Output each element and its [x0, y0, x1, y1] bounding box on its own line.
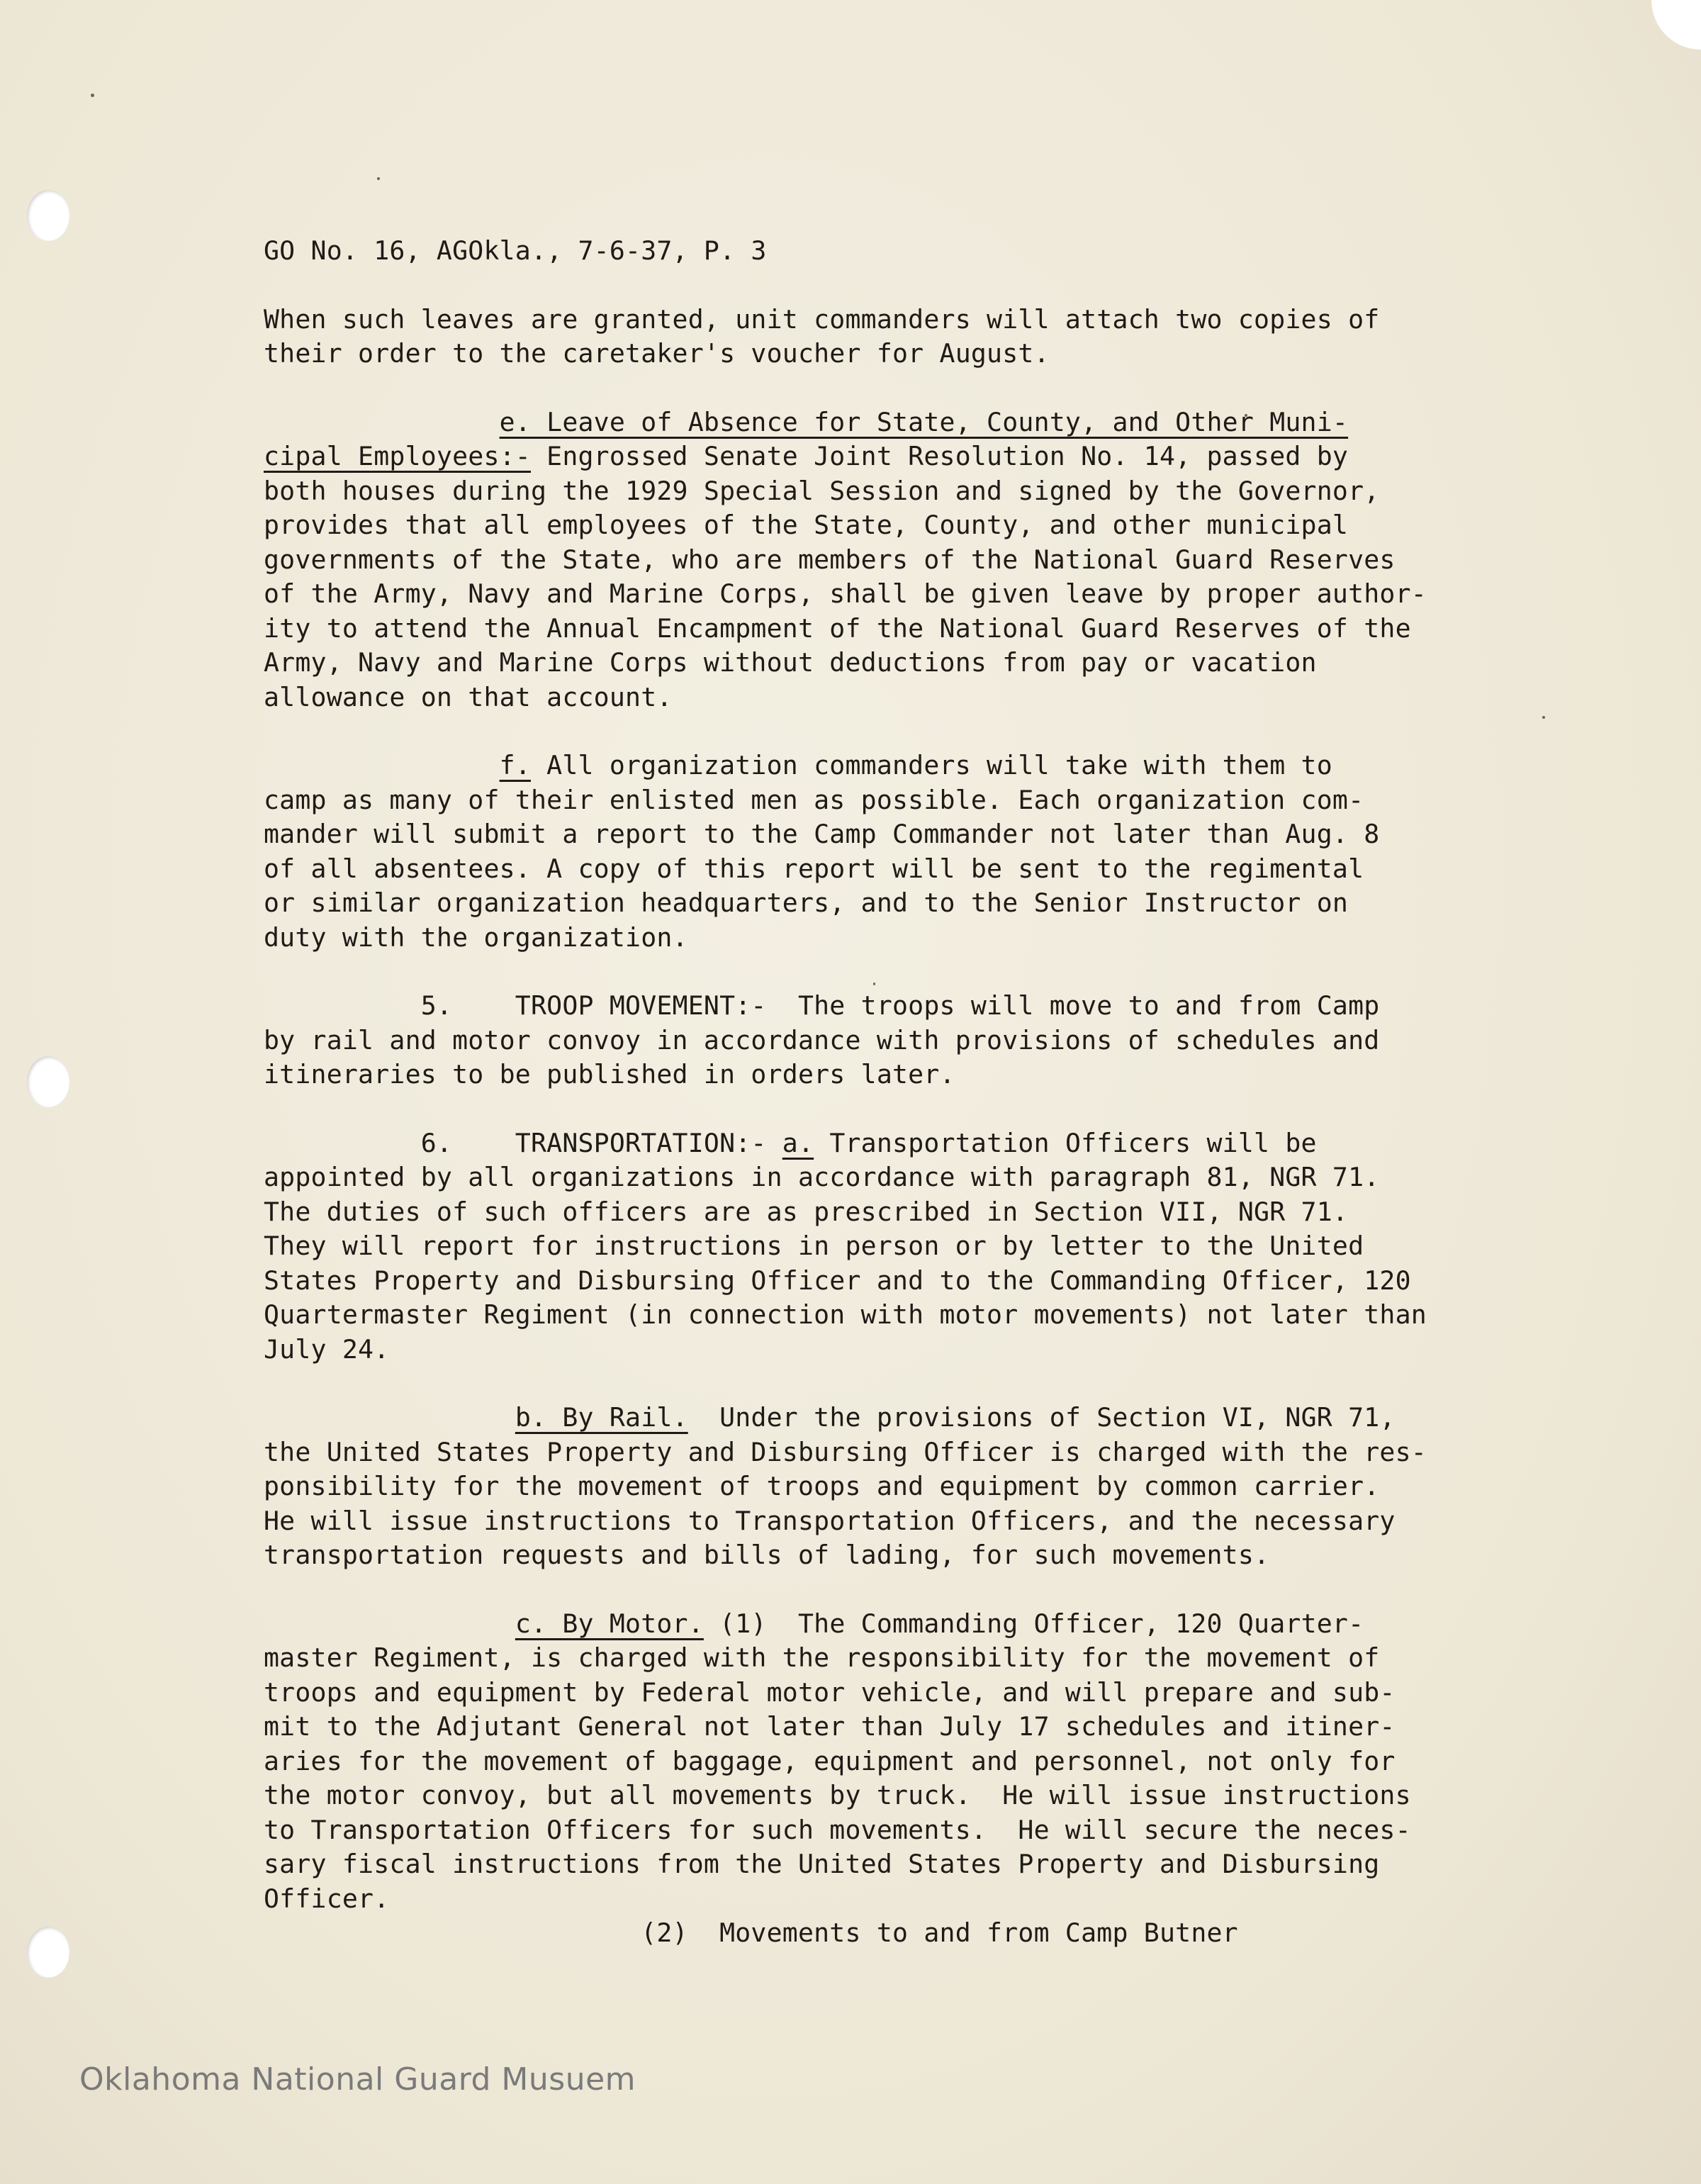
paragraph-6-transportation: 6. TRANSPORTATION:- a. Transportation Officers will be appointed by all organizations in accordance with paragraph 81, NGR 71. The duties of such officers are as prescribed in Section VII, NGR 71. They will report for instructions in person or by letter to the United States Property and Disbursing Officer and to the Commanding Officer, 120 Quartermaster Regiment (in connection with motor movements) not later than July 24. [264, 1127, 1427, 1365]
paragraph-f-label: f. [499, 750, 531, 780]
page-header: GO No. 16, AGOkla., 7-6-37, P. 3 [264, 235, 767, 266]
continuation-line: (2) Movements to and from Camp Butner [264, 1917, 1238, 1948]
paragraph-c-by-motor: c. By Motor. (1) The Commanding Officer, 120 Quarter- master Regiment, is charged with the responsibility for the movement of troops and equipment by Federal motor vehicle, and will prepare and sub- mit to the Adjutant General not later than July 17 schedules and itiner- aries for the movement of baggage, equipment and personnel, not only for the motor convoy, but all movements by truck. He will issue instructions to Transportation Officers for such movements. He will secure the neces- sary fiscal instructions from the United States Property and Disbursing Officer. (2) Movements to and from Camp Butner [264, 1607, 1539, 1951]
paragraph-6-label: a. [782, 1127, 814, 1158]
paragraph-f: f. All organization commanders will take with them to camp as many of their enlisted men as possible. Each organization com- mander will submit a report to the Camp Commander not later than Aug. 8 of all absentees. A copy of this report will be sent to the regimental or similar organization headquarters, and to the Senior Instructor on duty with the organization. [264, 750, 1380, 953]
paper-speck [91, 94, 94, 97]
paragraph-e: e. Leave of Absence for State, County, and Other Muni- cipal Employees:- Engrossed Senate Joint Resolution No. 14, passed by both houses during the 1929 Special Session and signed by the Governor, provides that all employees of the State, County, and other municipal governments of the State, who are members of the National Guard Reserves of the Army, Navy and Marine Corps, shall be given leave by proper author- ity to attend the Annual Encampment of the National Guard Reserves of the Army, Navy and Marine Corps without deductions from pay or vacation allowance on that account. [264, 406, 1427, 712]
paragraph-b-by-rail: b. By Rail. Under the provisions of Section VI, NGR 71, the United States Property and Disbursing Officer is charged with the res- ponsibility for the movement of troops and equipment by common carrier. He will issue instructions to Transportation Officers, and the necessary transportation requests and bills of lading, for such movements. [264, 1402, 1427, 1570]
paper-speck [377, 177, 380, 180]
punch-hole-bottom [27, 1927, 69, 1978]
paper-speck [1542, 716, 1545, 719]
paragraph-5-troop-movement: 5. TROOP MOVEMENT:- The troops will move to and from Camp by rail and motor convoy in accordance with provisions of schedules and itineraries to be published in orders later. [264, 990, 1380, 1090]
paragraph-c-heading: c. By Motor. [515, 1608, 704, 1639]
punch-hole-top [27, 190, 69, 241]
paragraph-e-heading-end: cipal Employees:- [264, 441, 531, 471]
museum-watermark: Oklahoma National Guard Musuem [79, 2061, 636, 2098]
punch-hole-middle [27, 1056, 69, 1107]
paragraph-b-heading: b. By Rail. [515, 1402, 688, 1433]
page-corner [1651, 0, 1701, 50]
memo-body [264, 234, 1539, 1951]
intro-paragraph: When such leaves are granted, unit commanders will attach two copies of their order to the caretaker's voucher for August. [264, 303, 1380, 369]
paragraph-e-heading: e. Leave of Absence for State, County, and Other Muni- [499, 406, 1349, 437]
